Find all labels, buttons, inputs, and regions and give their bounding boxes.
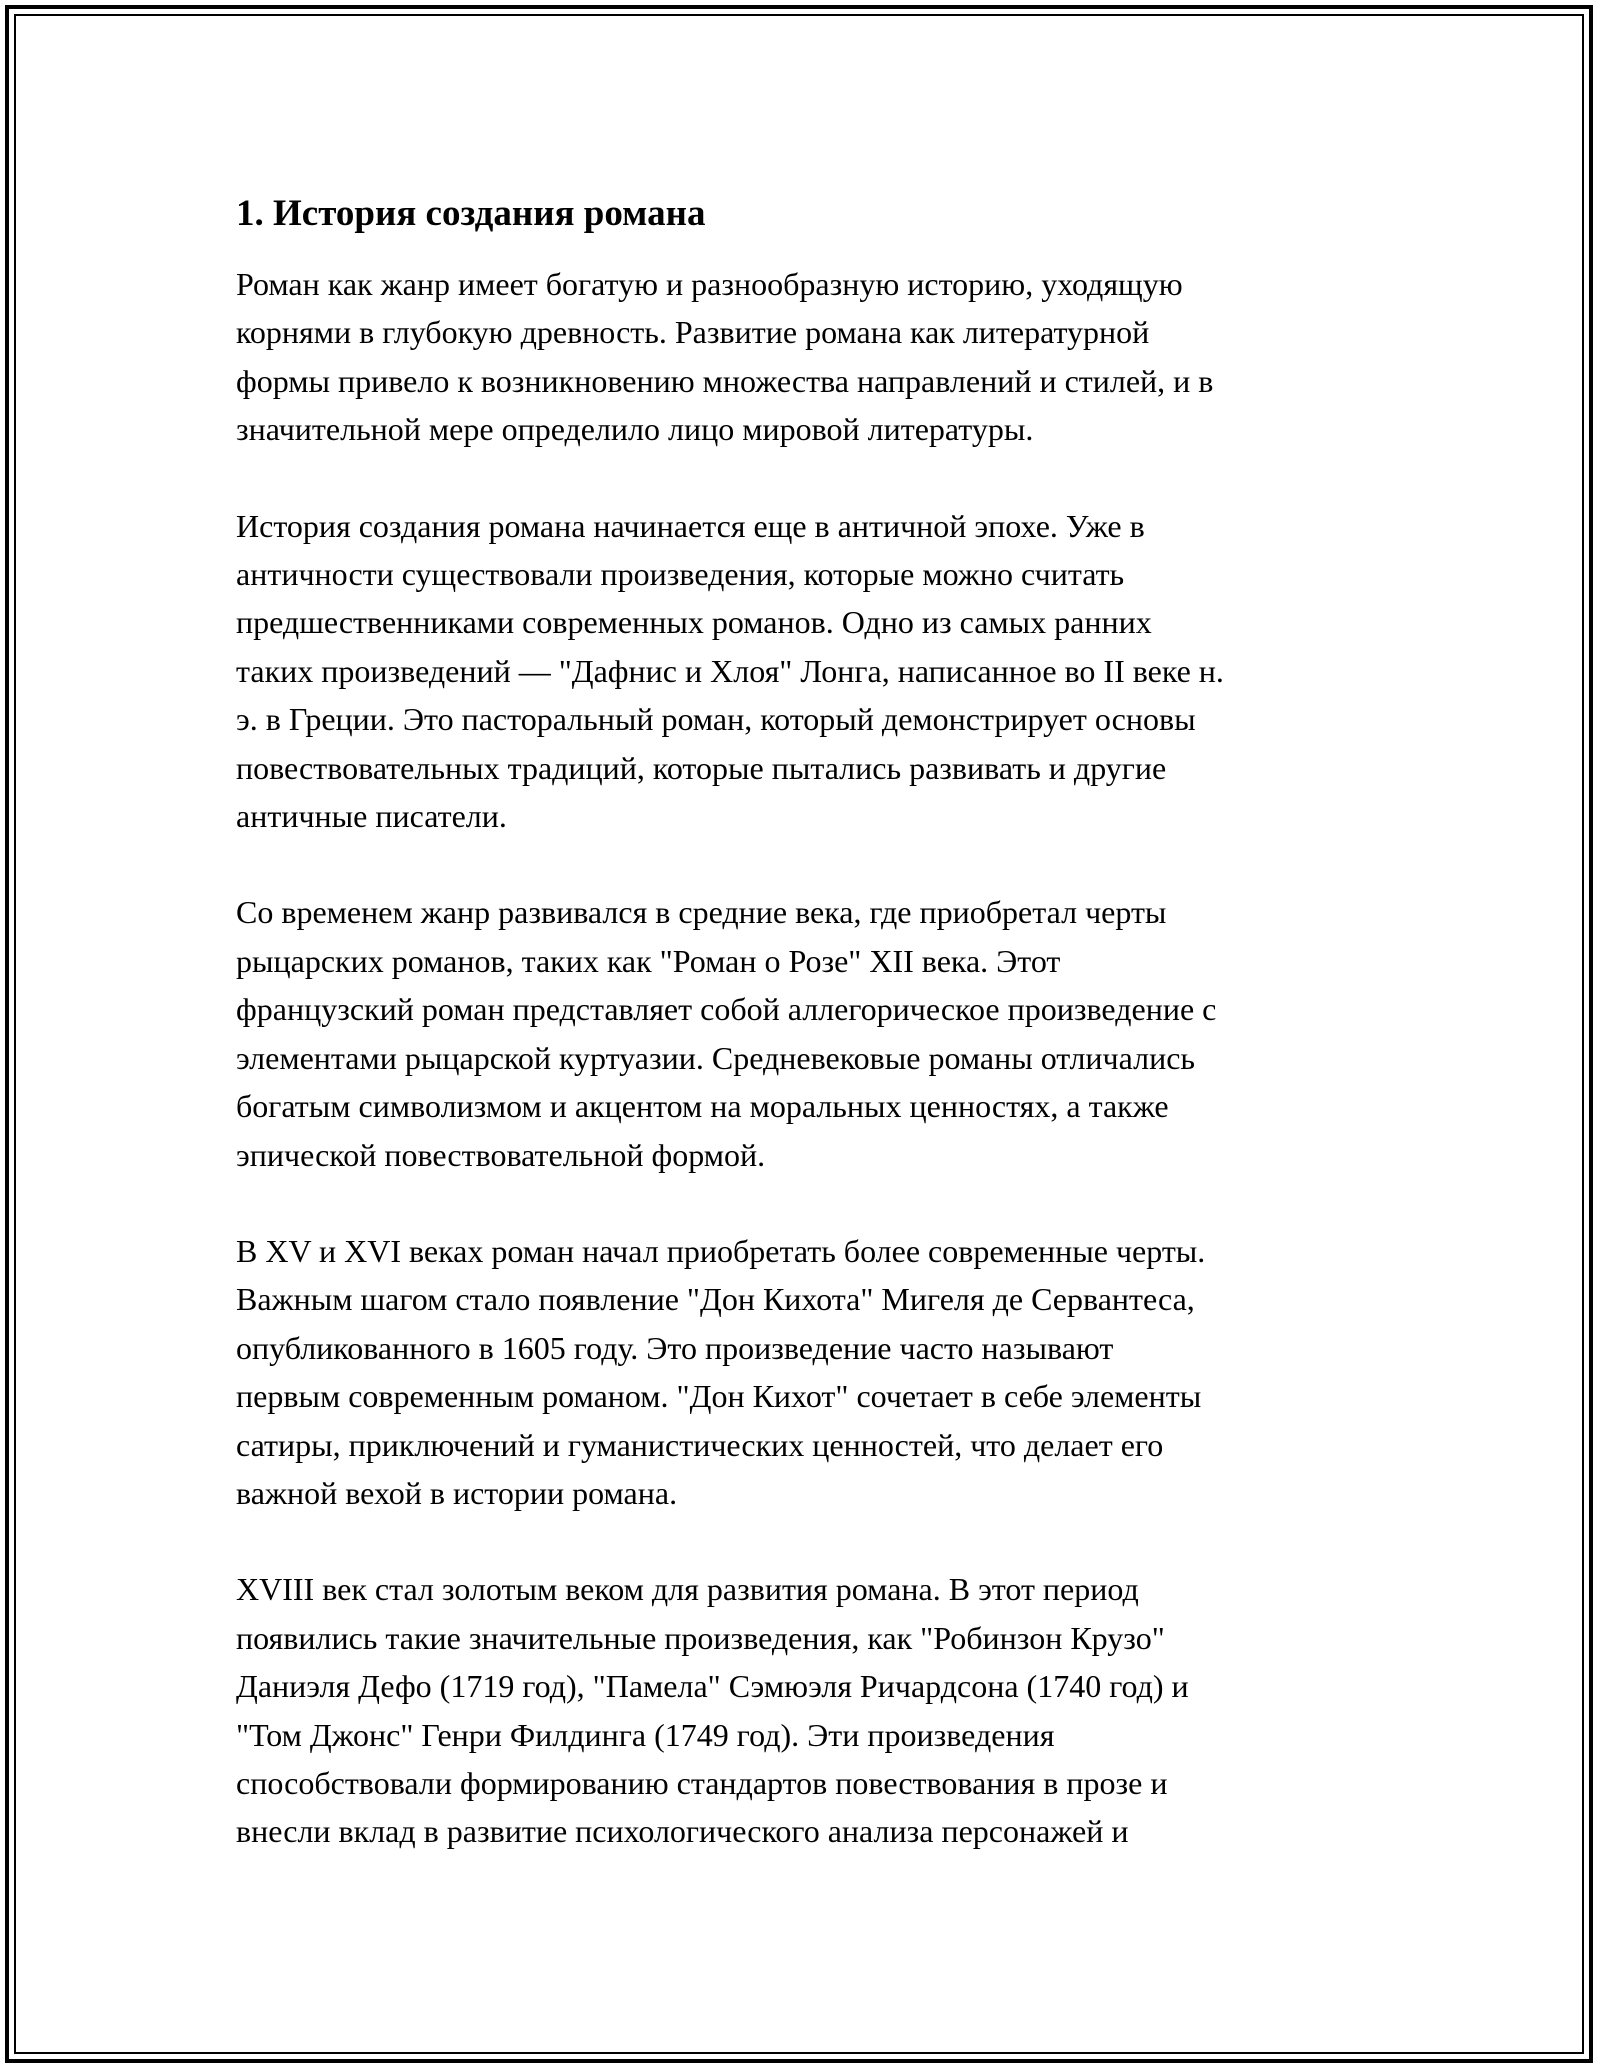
paragraph-4: В XV и XVI веках роман начал приобретать более современные черты. Важным шагом стало появление "Дон Кихота" Мигеля де Сервантеса, опубликованного в 1605 году. Это произведение часто называют первым современным романом. "Дон Кихот" сочетает в себе элементы сатиры, приключений и гуманистических ценностей, что делает его важной вехой в истории романа. [236,1232,1206,1511]
paragraph-5: XVIII век стал золотым веком для развития романа. В этот период появились такие значительные произведения, как "Робинзон Крузо" Даниэля Дефо (1719 год), "Памела" Сэмюэля Ричардсона (1740 год) и "Том Джонс" Генри Филдинга (1749 год). Эти произведения способствовали формированию стандартов повествования в прозе и внесли вклад в развитие психологического анализа персонажей и [236,1571,1189,1850]
paragraph-2: История создания романа начинается еще в античной эпохе. Уже в античности существовали произведения, которые можно считать предшественниками современных романов. Одно из самых ранних таких произведений — "Дафнис и Хлоя" Лонга, написанное во II веке н. э. в Греции. Это пасторальный роман, который демонстрирует основы повествовательных традиций, которые пытались развивать и другие античные писатели. [236,507,1224,835]
paragraph-1: Роман как жанр имеет богатую и разнообразную историю, уходящую корнями в глубокую древность. Развитие романа как литературной формы привело к возникновению множества направлений и стилей, и в значительной мере определило лицо мировой литературы. [236,266,1214,448]
document-body [236,186,1371,1856]
paragraph-3: Со временем жанр развивался в средние века, где приобретал черты рыцарских романов, таких как "Роман о Розе" XII века. Этот французский роман представляет собой аллегорическое произведение с элементами рыцарской куртуазии. Средневековые романы отличались богатым символизмом и акцентом на моральных ценностях, а также эпической повествовательной формой. [236,894,1217,1173]
section-title: 1. История создания романа [236,193,706,234]
